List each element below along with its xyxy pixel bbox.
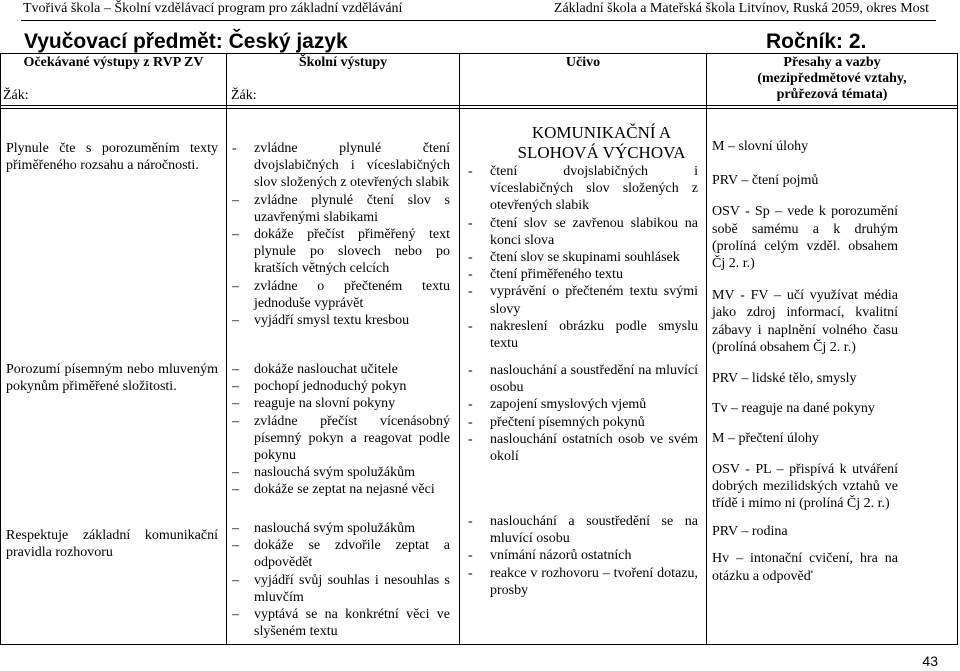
relation-item: PRV – čtení pojmů	[712, 173, 819, 189]
curriculum-item: - naslouchání a soustředění se na mluvící osobu	[468, 513, 698, 547]
curriculum-item: - vyprávění o přečteném textu svými slovy	[468, 283, 698, 317]
curriculum-section-title: KOMUNIKAČNÍ A SLOHOVÁ VÝCHOVA	[517, 123, 686, 162]
grade-label: Ročník: 2.	[766, 30, 867, 53]
school-output-item: – pochopí jednoduchý pokyn	[232, 378, 450, 395]
curriculum-item: - reakce v rozhovoru – tvoření dotazu, prosby	[468, 565, 698, 599]
curriculum-item: - přečtení písemných pokynů	[468, 414, 698, 431]
column-header-curriculum: Učivo	[565, 55, 601, 70]
table-divider-3	[706, 53, 707, 645]
header-school-program: Tvořivá škola – Školní vzdělávací program pro základní vzdělávání	[23, 1, 403, 16]
school-output-item: – dokáže se zdvořile zeptat a odpovědět	[232, 537, 450, 571]
header-school-name: Základní škola a Mateřská škola Litvínov, Ruská 2059, okres Most	[553, 1, 929, 16]
relations-list	[712, 138, 898, 585]
table-border-header-bottom-2	[0, 108, 958, 109]
column-header-expected: Očekávané výstupy z RVP ZV	[23, 55, 204, 70]
school-output-item: – vyjádří smysl textu kresbou	[232, 312, 450, 329]
relation-item: MV - FV – učí využívat média jako zdroj informací, kvalitní zábavy i naplnění volného času (prolíná obsahem Čj 2. r.)	[712, 288, 898, 355]
curriculum-item: - naslouchání a soustředění na mluvící osobu	[468, 362, 698, 396]
school-output-item: – dokáže naslouchat učitele	[232, 361, 450, 378]
curriculum-item: - čtení dvojslabičných i víceslabičných slov složených z otevřených slabik	[468, 163, 698, 215]
table-border-header-bottom	[0, 105, 958, 106]
column-header-relations	[707, 55, 957, 103]
curriculum-item: - čtení slov se skupinami souhlásek	[468, 249, 698, 266]
relation-item: Hv – intonační cvičení, hra na otázku a odpověď	[712, 551, 898, 584]
curriculum-item: - zapojení smyslových vjemů	[468, 396, 698, 413]
table-divider-1	[226, 53, 227, 645]
school-output-item: – dokáže se zeptat na nejasné věci	[232, 481, 450, 498]
school-outputs-group-2	[232, 361, 450, 499]
school-output-item: – reaguje na slovní pokyny	[232, 395, 450, 412]
relation-item: M – slovní úlohy	[712, 139, 809, 154]
school-output-item: – naslouchá svým spolužákům	[232, 464, 450, 481]
curriculum-item: - vnímání názorů ostatních	[468, 547, 698, 564]
relation-item: M – přečtení úlohy	[712, 431, 819, 447]
relation-item: PRV – lidské tělo, smysly	[712, 371, 857, 387]
school-output-item: – zvládne přečíst vícenásobný písemný pokyn a reagovat podle pokynu	[232, 413, 450, 465]
pupil-label-col1: Žák:	[3, 88, 29, 103]
relation-item: OSV - PL – přispívá k utváření dobrých mezilidských vztahů ve třídě i mimo ni (prolíná Čj 2. r.)	[712, 461, 898, 512]
subject-title: Vyučovací předmět: Český jazyk	[24, 30, 348, 53]
relation-item: OSV - Sp – vede k porozumění sobě samému a k druhým (prolíná celým vzděl. obsahem Čj 2. r.)	[712, 204, 898, 272]
page-number: 43	[922, 653, 938, 669]
curriculum-group-3	[468, 513, 698, 599]
column-header-relations-line3: průřezová témata)	[776, 87, 888, 102]
table-divider-2	[459, 53, 460, 645]
table-border-bottom	[0, 644, 958, 645]
school-output-item: – vyptává se na konkrétní věci ve slyšeném textu	[232, 606, 450, 640]
relation-item: Tv – reaguje na dané pokyny	[712, 401, 875, 417]
column-header-relations-line2: (mezipředmětové vztahy,	[757, 71, 907, 86]
relation-item: PRV – rodina	[712, 524, 788, 540]
expected-output-3: Respektuje základní komunikační pravidla rozhovoru	[6, 528, 218, 561]
pupil-label-col2: Žák:	[231, 88, 257, 103]
school-output-item: – zvládne o přečteném textu jednoduše vyprávět	[232, 278, 450, 312]
expected-output-1: Plynule čte s porozuměním texty přiměřeného rozsahu a náročnosti.	[6, 141, 218, 174]
table-border-right	[957, 53, 958, 645]
curriculum-item: - čtení přiměřeného textu	[468, 266, 698, 283]
school-output-item: – zvládne plynulé čtení slov s uzavřenými slabikami	[232, 192, 450, 226]
curriculum-item: - nakreslení obrázku podle smyslu textu	[468, 318, 698, 352]
table-border-left	[0, 53, 1, 645]
header-divider	[21, 20, 936, 21]
column-header-relations-line1: Přesahy a vazby	[783, 55, 881, 70]
curriculum-group-2	[468, 362, 698, 465]
curriculum-item: - čtení slov se zavřenou slabikou na konci slova	[468, 215, 698, 249]
table-border-top	[0, 53, 958, 54]
school-outputs-group-1	[232, 140, 450, 329]
school-output-item: – naslouchá svým spolužákům	[232, 520, 450, 537]
school-outputs-group-3	[232, 520, 450, 640]
expected-output-2: Porozumí písemným nebo mluveným pokynům přiměřené složitosti.	[6, 362, 218, 395]
curriculum-group-1	[468, 163, 698, 352]
school-output-item: – vyjádří svůj souhlas i nesouhlas s mluvčím	[232, 572, 450, 606]
curriculum-item: - naslouchání ostatních osob ve svém okolí	[468, 431, 698, 465]
school-output-item: - zvládne plynulé čtení dvojslabičných i víceslabičných slov složených z otevřených slabik	[232, 140, 450, 192]
school-output-item: – dokáže přečíst přiměřený text plynule po slovech nebo po kratších větných celcích	[232, 226, 450, 278]
column-header-outputs: Školní výstupy	[298, 55, 388, 70]
